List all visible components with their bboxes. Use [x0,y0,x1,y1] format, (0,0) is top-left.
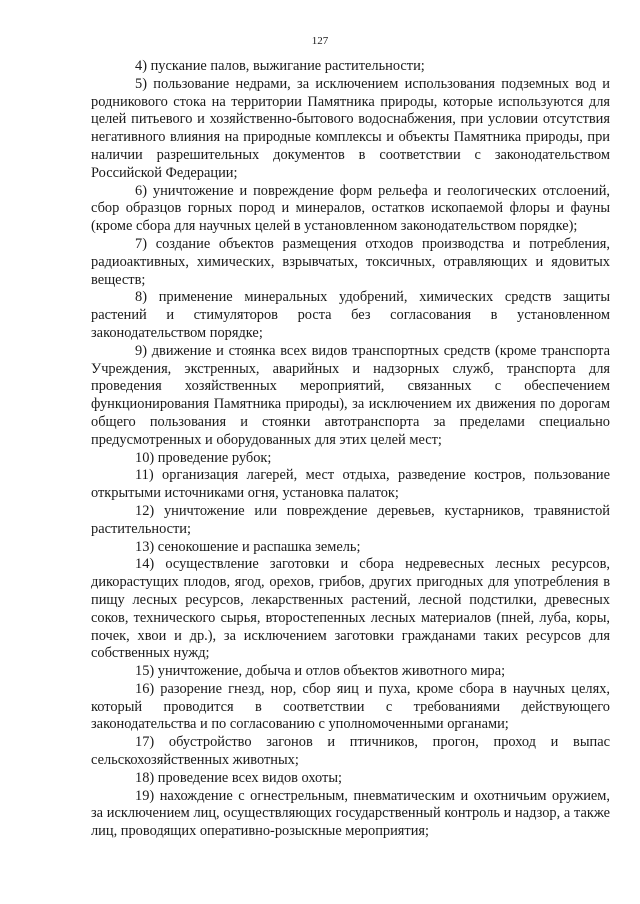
paragraph-item-11: 11) организация лагерей, мест отдыха, разведение костров, пользование открытыми источниками огня, установка палаток; [91,467,610,502]
paragraph-item-14: 14) осуществление заготовки и сбора недревесных лесных ресурсов, дикорастущих плодов, ягод, орехов, грибов, других пригодных для употребления в пищу лесных ресурсов, лекарственных растений, лесной подстилки, древесных соков, технического сырья, второстепенных лесных материалов (пней, луба, коры, почек, хвои и др.), за исключением заготовки гражданами таких ресурсов для собственных нужд; [91,556,610,662]
paragraph-item-15: 15) уничтожение, добыча и отлов объектов животного мира; [135,663,506,680]
paragraph-item-18: 18) проведение всех видов охоты; [135,769,342,786]
paragraph-item-8: 8) применение минеральных удобрений, химических средств защиты растений и стимуляторов роста без согласования в установленном законодательством порядке; [91,289,610,341]
paragraph-item-17: 17) обустройство загонов и птичников, прогон, проход и выпас сельскохозяйственных животных; [91,734,610,769]
paragraph-item-16: 16) разорение гнезд, нор, сбор яиц и пуха, кроме сбора в научных целях, который проводится в соответствии с требованиями действующего законодательства и по согласованию с уполномоченными органами; [91,680,610,733]
paragraph-item-19: 19) нахождение с огнестрельным, пневматическим и охотничьим оружием, за исключением лиц, осуществляющих государственный контроль и надзор, а также лиц, проводящих оперативно-розыскные мероприятия; [91,787,610,840]
paragraph-item-9: 9) движение и стоянка всех видов транспортных средств (кроме транспорта Учреждения, экстренных, аварийных и надзорных служб, транспорта для проведения хозяйственных мероприятий, связанных с обеспечением функционирования Памятника природы), за исключением их движения по дорогам общего пользования и стоянки автотранспорта за пределами специально предусмотренных и оборудованных для этих целей мест; [91,342,610,448]
page-content [91,58,610,841]
paragraph-item-7: 7) создание объектов размещения отходов производства и потребления, радиоактивных, химических, взрывчатых, токсичных, отравляющих и ядовитых веществ; [91,235,610,288]
paragraph-item-13: 13) сенокошение и распашка земель; [135,538,361,555]
paragraph-item-5: 5) пользование недрами, за исключением использования подземных вод и родникового стока на территории Памятника природы, которые используются для целей питьевого и хозяйственно-бытового водоснабжения, при условии отсутствия негативного влияния на природные комплексы и объекты Памятника природы, при наличии разрешительных документов в соответствии с законодательством Российской Федерации; [91,75,610,181]
page-number: 127 [311,35,329,47]
paragraph-item-12: 12) уничтожение или повреждение деревьев, кустарников, травянистой растительности; [91,502,610,537]
paragraph-item-4: 4) пускание палов, выжигание растительности; [135,58,425,74]
paragraph-item-6: 6) уничтожение и повреждение форм рельефа и геологических отслоений, сбор образцов горных пород и минералов, остатков ископаемой флоры и фауны (кроме сбора для научных целей в установленном законодательством порядке); [91,182,610,235]
paragraph-item-10: 10) проведение рубок; [135,449,272,466]
